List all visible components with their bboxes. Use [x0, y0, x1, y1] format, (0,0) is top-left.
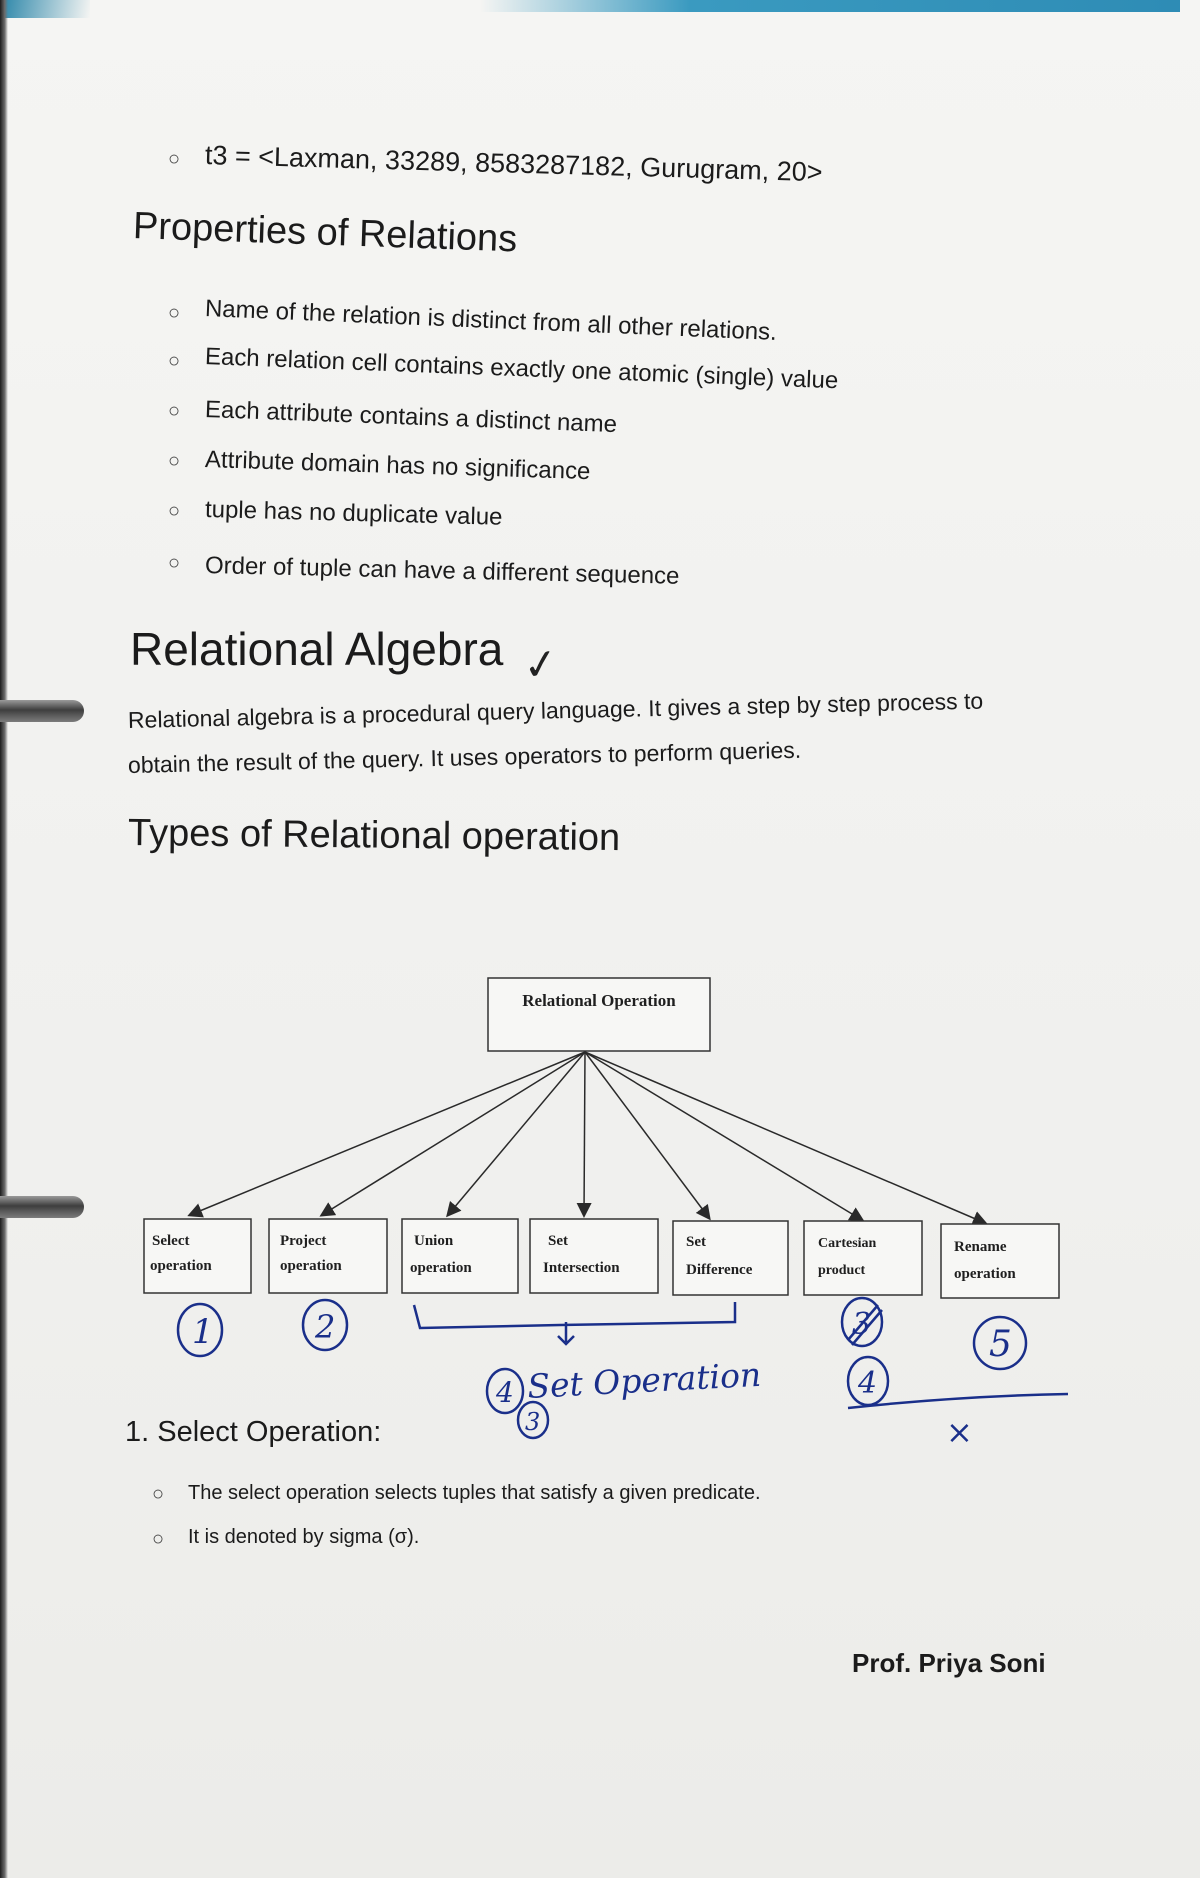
property-item: Order of tuple can have a different sequence	[204, 552, 680, 590]
cross-mark: ×	[946, 1413, 973, 1451]
rename-node-line2: operation	[954, 1266, 1016, 1282]
arrow-to-project	[322, 1052, 585, 1215]
root-node-box	[488, 978, 710, 1051]
project-node-line2: operation	[280, 1258, 342, 1274]
bullet-icon: ○	[152, 1528, 165, 1550]
arrow-to-intersection	[584, 1052, 585, 1215]
property-item: Each attribute contains a distinct name	[204, 396, 618, 439]
annotation-number-3a: 3	[525, 1408, 541, 1436]
select-node-line2: operation	[150, 1258, 212, 1274]
properties-heading: Properties of Relations	[132, 205, 518, 261]
property-item: Attribute domain has no significance	[204, 446, 591, 486]
union-node-box	[402, 1219, 518, 1293]
arrow-to-select	[190, 1052, 585, 1215]
set-operation-label: Set Operation	[526, 1354, 763, 1406]
arrow-to-rename	[585, 1052, 985, 1223]
child-nodes	[144, 1219, 1059, 1298]
bullet-icon: ○	[168, 302, 181, 324]
annotation-number-4a: 4	[496, 1376, 514, 1409]
select-node-line1: Select	[152, 1233, 190, 1249]
diagram-arrows	[190, 1052, 985, 1223]
author-signature: Prof. Priya Soni	[852, 1648, 1046, 1678]
arrow-to-cartesian	[585, 1052, 862, 1220]
bullet-icon: ○	[168, 350, 181, 372]
project-node-line1: Project	[280, 1233, 327, 1249]
annotation-number-2: 2	[315, 1308, 336, 1346]
rename-node-box	[941, 1224, 1059, 1298]
cartesian-node-line2: product	[818, 1263, 866, 1278]
bullet-icon: ○	[168, 500, 181, 522]
intersection-node-line1: Set	[548, 1233, 568, 1249]
root-node-label: Relational Operation	[522, 991, 676, 1010]
checkmark-icon: ✓	[519, 637, 562, 692]
cartesian-node-line1: Cartesian	[818, 1236, 877, 1251]
arrow-to-difference	[585, 1052, 709, 1218]
intersection-node-line2: Intersection	[543, 1260, 620, 1276]
bullet-icon: ○	[168, 450, 181, 472]
select-node-box	[144, 1219, 251, 1293]
annotation-number-5: 5	[989, 1324, 1012, 1365]
algebra-paragraph-line1: Relational algebra is a procedural query language. It gives a step by step process to	[127, 687, 984, 733]
difference-node-line2: Difference	[686, 1262, 753, 1278]
difference-node-box	[673, 1221, 788, 1295]
difference-node-line1: Set	[686, 1234, 706, 1250]
annotation-number-1: 1	[192, 1312, 214, 1352]
algebra-heading: Relational Algebra	[130, 623, 504, 675]
intersection-node-box	[530, 1219, 658, 1293]
bullet-icon: ○	[168, 552, 181, 574]
tuple-example: t3 = <Laxman, 33289, 8583287182, Gurugram, 20>	[204, 140, 823, 188]
bullet-icon: ○	[168, 400, 181, 422]
union-node-line1: Union	[414, 1233, 454, 1249]
rename-node-line1: Rename	[954, 1239, 1007, 1255]
property-item: Each relation cell contains exactly one atomic (single) value	[204, 343, 839, 395]
arrow-to-union	[448, 1052, 585, 1215]
algebra-paragraph-line2: obtain the result of the query. It uses operators to perform queries.	[127, 736, 802, 778]
project-node-box	[269, 1219, 387, 1293]
bullet-icon: ○	[168, 148, 181, 170]
property-item: tuple has no duplicate value	[204, 496, 503, 531]
annotation-number-3b: 3	[852, 1307, 872, 1342]
set-operation-bracket	[414, 1302, 735, 1328]
cartesian-node-box	[804, 1221, 922, 1295]
select-operation-heading: 1. Select Operation:	[125, 1416, 382, 1448]
types-heading: Types of Relational operation	[127, 812, 621, 860]
union-node-line2: operation	[410, 1260, 472, 1276]
bullet-icon: ○	[152, 1483, 165, 1505]
property-item: Name of the relation is distinct from all other relations.	[204, 295, 778, 346]
select-item: The select operation selects tuples that satisfy a given predicate.	[188, 1482, 761, 1504]
select-item: It is denoted by sigma (σ).	[188, 1526, 420, 1548]
annotation-number-4b: 4	[858, 1366, 878, 1401]
